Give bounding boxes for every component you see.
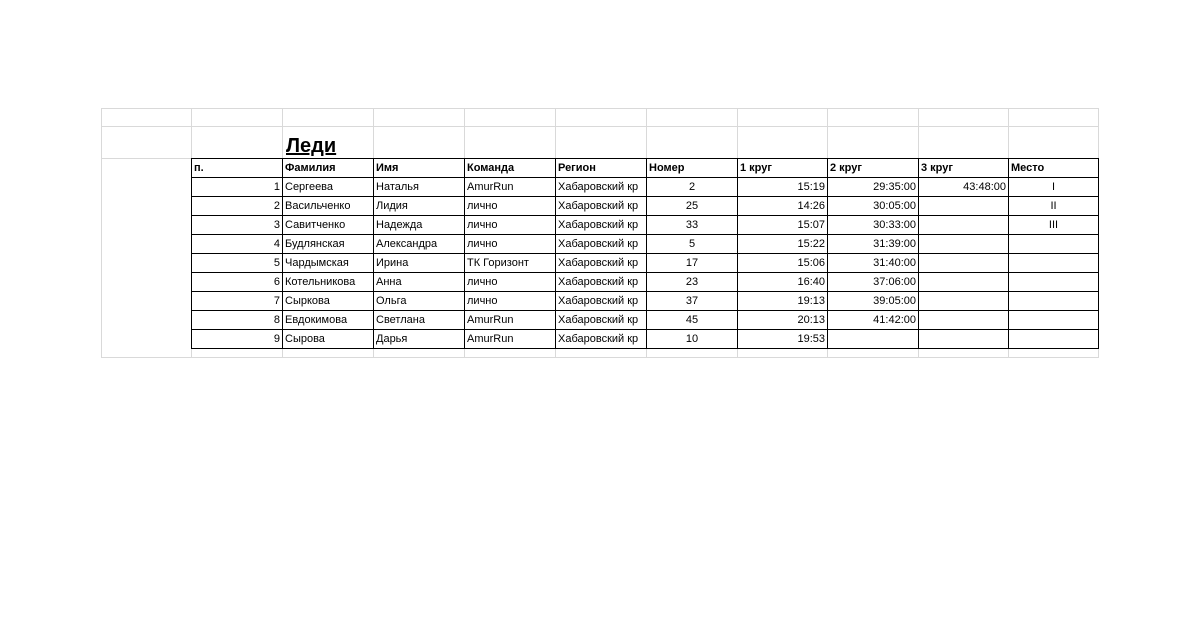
cell-surname[interactable]: Сергеева [283, 178, 374, 197]
cell-lap2[interactable]: 30:05:00 [828, 197, 919, 216]
cell-name[interactable]: Светлана [374, 311, 465, 330]
header-cell-place[interactable]: Место [1009, 159, 1099, 178]
cell-lap3[interactable] [919, 235, 1009, 254]
cell-lap1[interactable]: 14:26 [738, 197, 828, 216]
cell-team[interactable]: лично [465, 216, 556, 235]
cell-name[interactable]: Александра [374, 235, 465, 254]
cell-lap1[interactable]: 20:13 [738, 311, 828, 330]
cell-lap3[interactable] [919, 254, 1009, 273]
table-row [192, 273, 1099, 292]
grid-line [101, 108, 102, 358]
cell-region[interactable]: Хабаровский кр [556, 273, 647, 292]
cell-surname[interactable]: Васильченко [283, 197, 374, 216]
cell-lap1[interactable]: 15:22 [738, 235, 828, 254]
cell-name[interactable]: Надежда [374, 216, 465, 235]
cell-region[interactable]: Хабаровский кр [556, 292, 647, 311]
cell-surname[interactable]: Будлянская [283, 235, 374, 254]
cell-region[interactable]: Хабаровский кр [556, 197, 647, 216]
cell-lap1[interactable]: 19:53 [738, 330, 828, 349]
sheet-title: Леди [286, 135, 337, 157]
cell-lap2[interactable]: 31:40:00 [828, 254, 919, 273]
cell-number[interactable]: 10 [647, 330, 738, 349]
cell-n[interactable]: 9 [192, 330, 283, 349]
header-cell-team[interactable]: Команда [465, 159, 556, 178]
cell-lap3[interactable] [919, 311, 1009, 330]
cell-surname[interactable]: Савитченко [283, 216, 374, 235]
cell-region[interactable]: Хабаровский кр [556, 235, 647, 254]
cell-surname[interactable]: Евдокимова [283, 311, 374, 330]
cell-region[interactable]: Хабаровский кр [556, 216, 647, 235]
table-row [192, 235, 1099, 254]
cell-team[interactable]: лично [465, 292, 556, 311]
cell-place[interactable] [1009, 254, 1099, 273]
cell-lap3[interactable] [919, 292, 1009, 311]
cell-lap3[interactable] [919, 197, 1009, 216]
cell-lap2[interactable]: 29:35:00 [828, 178, 919, 197]
cell-lap1[interactable]: 16:40 [738, 273, 828, 292]
cell-lap1[interactable]: 19:13 [738, 292, 828, 311]
cell-team[interactable]: лично [465, 197, 556, 216]
cell-n[interactable]: 6 [192, 273, 283, 292]
header-cell-lap1[interactable]: 1 круг [738, 159, 828, 178]
cell-name[interactable]: Анна [374, 273, 465, 292]
cell-region[interactable]: Хабаровский кр [556, 311, 647, 330]
cell-place[interactable]: II [1009, 197, 1099, 216]
cell-number[interactable]: 45 [647, 311, 738, 330]
cell-lap3[interactable] [919, 216, 1009, 235]
cell-region[interactable]: Хабаровский кр [556, 254, 647, 273]
cell-n[interactable]: 4 [192, 235, 283, 254]
cell-number[interactable]: 25 [647, 197, 738, 216]
header-cell-surname[interactable]: Фамилия [283, 159, 374, 178]
cell-name[interactable]: Лидия [374, 197, 465, 216]
cell-n[interactable]: 5 [192, 254, 283, 273]
results-table [191, 158, 1099, 349]
header-cell-name[interactable]: Имя [374, 159, 465, 178]
header-cell-lap2[interactable]: 2 круг [828, 159, 919, 178]
cell-number[interactable]: 23 [647, 273, 738, 292]
table-row [192, 330, 1099, 349]
cell-place[interactable] [1009, 330, 1099, 349]
cell-lap1[interactable]: 15:07 [738, 216, 828, 235]
cell-lap2[interactable]: 41:42:00 [828, 311, 919, 330]
cell-name[interactable]: Ольга [374, 292, 465, 311]
cell-place[interactable]: III [1009, 216, 1099, 235]
header-cell-lap3[interactable]: 3 круг [919, 159, 1009, 178]
cell-lap2[interactable]: 31:39:00 [828, 235, 919, 254]
cell-surname[interactable]: Чардымская [283, 254, 374, 273]
cell-team[interactable]: AmurRun [465, 178, 556, 197]
cell-number[interactable]: 37 [647, 292, 738, 311]
cell-place[interactable]: I [1009, 178, 1099, 197]
cell-lap3[interactable]: 43:48:00 [919, 178, 1009, 197]
cell-region[interactable]: Хабаровский кр [556, 330, 647, 349]
cell-team[interactable]: AmurRun [465, 311, 556, 330]
grid-line [101, 126, 1099, 127]
table-row [192, 197, 1099, 216]
grid-line [101, 108, 1099, 109]
cell-surname[interactable]: Котельникова [283, 273, 374, 292]
table-row [192, 254, 1099, 273]
cell-lap2[interactable]: 30:33:00 [828, 216, 919, 235]
cell-name[interactable]: Наталья [374, 178, 465, 197]
header-cell-number[interactable]: Номер [647, 159, 738, 178]
cell-number[interactable]: 33 [647, 216, 738, 235]
cell-lap3[interactable] [919, 273, 1009, 292]
cell-lap3[interactable] [919, 330, 1009, 349]
header-cell-n[interactable]: п. [192, 159, 283, 178]
cell-region[interactable]: Хабаровский кр [556, 178, 647, 197]
table-row [192, 292, 1099, 311]
table-row [192, 216, 1099, 235]
cell-lap2[interactable]: 39:05:00 [828, 292, 919, 311]
cell-place[interactable] [1009, 273, 1099, 292]
table-row [192, 311, 1099, 330]
cell-lap1[interactable]: 15:06 [738, 254, 828, 273]
cell-number[interactable]: 5 [647, 235, 738, 254]
cell-team[interactable]: лично [465, 235, 556, 254]
cell-surname[interactable]: Сыркова [283, 292, 374, 311]
cell-place[interactable] [1009, 235, 1099, 254]
cell-lap2[interactable]: 37:06:00 [828, 273, 919, 292]
cell-number[interactable]: 2 [647, 178, 738, 197]
cell-name[interactable]: Дарья [374, 330, 465, 349]
cell-lap1[interactable]: 15:19 [738, 178, 828, 197]
cell-place[interactable] [1009, 292, 1099, 311]
header-cell-region[interactable]: Регион [556, 159, 647, 178]
spreadsheet-sheet [101, 108, 1099, 358]
grid-line [101, 357, 1099, 358]
cell-n[interactable]: 8 [192, 311, 283, 330]
cell-surname[interactable]: Сырова [283, 330, 374, 349]
cell-number[interactable]: 17 [647, 254, 738, 273]
table-row [192, 178, 1099, 197]
cell-name[interactable]: Ирина [374, 254, 465, 273]
cell-n[interactable]: 7 [192, 292, 283, 311]
cell-n[interactable]: 2 [192, 197, 283, 216]
cell-team[interactable]: ТК Горизонт [465, 254, 556, 273]
cell-n[interactable]: 1 [192, 178, 283, 197]
header-row [192, 159, 1099, 178]
cell-n[interactable]: 3 [192, 216, 283, 235]
cell-team[interactable]: лично [465, 273, 556, 292]
cell-team[interactable]: AmurRun [465, 330, 556, 349]
cell-lap2[interactable] [828, 330, 919, 349]
cell-place[interactable] [1009, 311, 1099, 330]
